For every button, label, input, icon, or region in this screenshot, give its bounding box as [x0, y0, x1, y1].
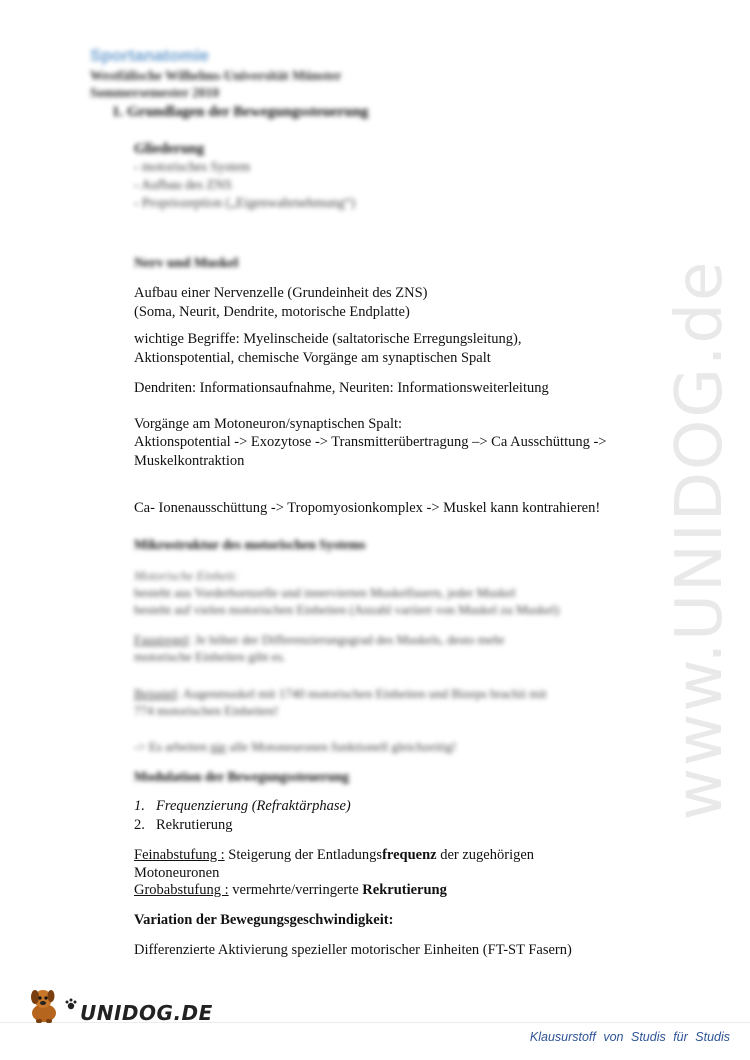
grobabstufung-label: Grobabstufung : — [134, 882, 229, 898]
feinabstufung-bold: frequenz — [382, 847, 437, 863]
modulation-item-2-text: Rekrutierung — [156, 817, 233, 833]
unidog-logo[interactable] — [26, 985, 213, 1025]
grobabstufung-bold: Rekrutierung — [362, 882, 447, 898]
modulation-item-1 — [134, 797, 351, 816]
feinabstufung-text-2: der zugehörigen — [436, 847, 535, 863]
feinabstufung-text: Steigerung der Entladungs — [224, 847, 383, 863]
arbeiten-pre: -> Es arbeiten — [134, 739, 211, 754]
logo-text: UNIDOG.DE — [80, 1001, 213, 1025]
nerv-paragraph-4-line-3: Muskelkontraktion — [134, 453, 245, 469]
paw-icon — [64, 997, 78, 1011]
arbeiten-line — [134, 737, 457, 756]
modulation-item-1-number: 1. — [134, 798, 145, 814]
modulation-item-2-number: 2. — [134, 817, 145, 833]
variation-text: Differenzierte Aktivierung spezieller motorischer Einheiten (FT-ST Fasern) — [134, 942, 572, 958]
faustregel-text: : Je höher der Differenzierungsgrad des Muskels, desto mehr — [188, 632, 505, 647]
faustregel-line-2: motorische Einheiten gibt es. — [134, 649, 286, 664]
modulation-title: Modulation der Bewegungssteuerung — [134, 769, 350, 784]
nerv-paragraph-4-line-2: Aktionspotential -> Exozytose -> Transmitterübertragung –> Ca Ausschüttung -> — [134, 434, 607, 450]
semester: Sommersemester 2010 — [90, 85, 220, 100]
university-name: Westfälische Wilhelms-Universität Münster — [90, 68, 342, 83]
outline-item: - Propriozeption („Eigenwahrnehmung“) — [134, 195, 356, 210]
feinabstufung-label: Feinabstufung : — [134, 847, 225, 863]
nerv-paragraph-4-line-1: Vorgänge am Motoneuron/synaptischen Spalt: — [134, 416, 403, 432]
footer-tagline: Klausurstoff von Studis für Studis — [529, 1030, 730, 1044]
motor-unit-line-1: besteht aus Vorderhornzelle und innervierten Muskelfasern, jeder Muskel — [134, 585, 516, 600]
watermark-text: www.UNIDOG.de — [663, 259, 737, 821]
section-heading: 1. Grundlagen der Bewegungssteuerung — [112, 104, 369, 120]
grobabstufung-text: vermehrte/verringerte — [228, 882, 363, 898]
modulation-item-1-text: Frequenzierung (Refraktärphase) — [156, 798, 351, 814]
outline-item: - motorisches System — [134, 159, 251, 174]
nerv-paragraph-3: Dendriten: Informationsaufnahme, Neuriten: Informationsweiterleitung — [134, 380, 549, 396]
nerv-paragraph-2-line-1: wichtige Begriffe: Myelinscheide (saltatorische Erregungsleitung), — [134, 331, 522, 347]
motor-unit-line-2: besteht auf vielen motorischen Einheiten (Anzahl variiert von Muskel zu Muskel) — [134, 602, 560, 617]
arbeiten-nie: nie — [210, 739, 227, 754]
beispiel-label: Beispiel — [134, 686, 177, 701]
motor-unit-label: Motorische Einheit: — [134, 568, 239, 583]
nerv-paragraph-1-line-1: Aufbau einer Nervenzelle (Grundeinheit des ZNS) — [134, 285, 428, 301]
beispiel-line-2: 774 motorischen Einheiten! — [134, 703, 279, 718]
nerv-paragraph-2-line-2: Aktionspotential, chemische Vorgänge am synaptischen Spalt — [134, 350, 491, 366]
outline-title: Gliederung — [134, 141, 205, 157]
feinabstufung-line-1 — [134, 846, 534, 865]
faustregel-label: Faustregel — [134, 632, 189, 647]
nerv-title: Nerv und Muskel — [134, 256, 239, 271]
nerv-paragraph-1-line-2: (Soma, Neurit, Dendrite, motorische Endplatte) — [134, 304, 410, 320]
arbeiten-post: alle Motoneuronen funktionell gleichzeitig! — [226, 739, 457, 754]
feinabstufung-line-2: Motoneuronen — [134, 865, 220, 881]
nerv-paragraph-5: Ca- Ionenausschüttung -> Tropomyosionkomplex -> Muskel kann kontrahieren! — [134, 500, 601, 516]
beispiel-text: : Augenmuskel mit 1740 motorischen Einheiten und Bizeps brachii mit — [176, 686, 547, 701]
outline-item: - Aufbau des ZNS — [134, 177, 232, 192]
dog-icon — [26, 985, 62, 1025]
grobabstufung-line — [134, 881, 447, 900]
mikro-title: Mikrostruktur des motorischen Systems — [134, 537, 366, 552]
variation-title: Variation der Bewegungsgeschwindigkeit: — [134, 912, 394, 928]
document-title: Sportanatomie — [90, 46, 210, 65]
modulation-item-2 — [134, 816, 233, 835]
